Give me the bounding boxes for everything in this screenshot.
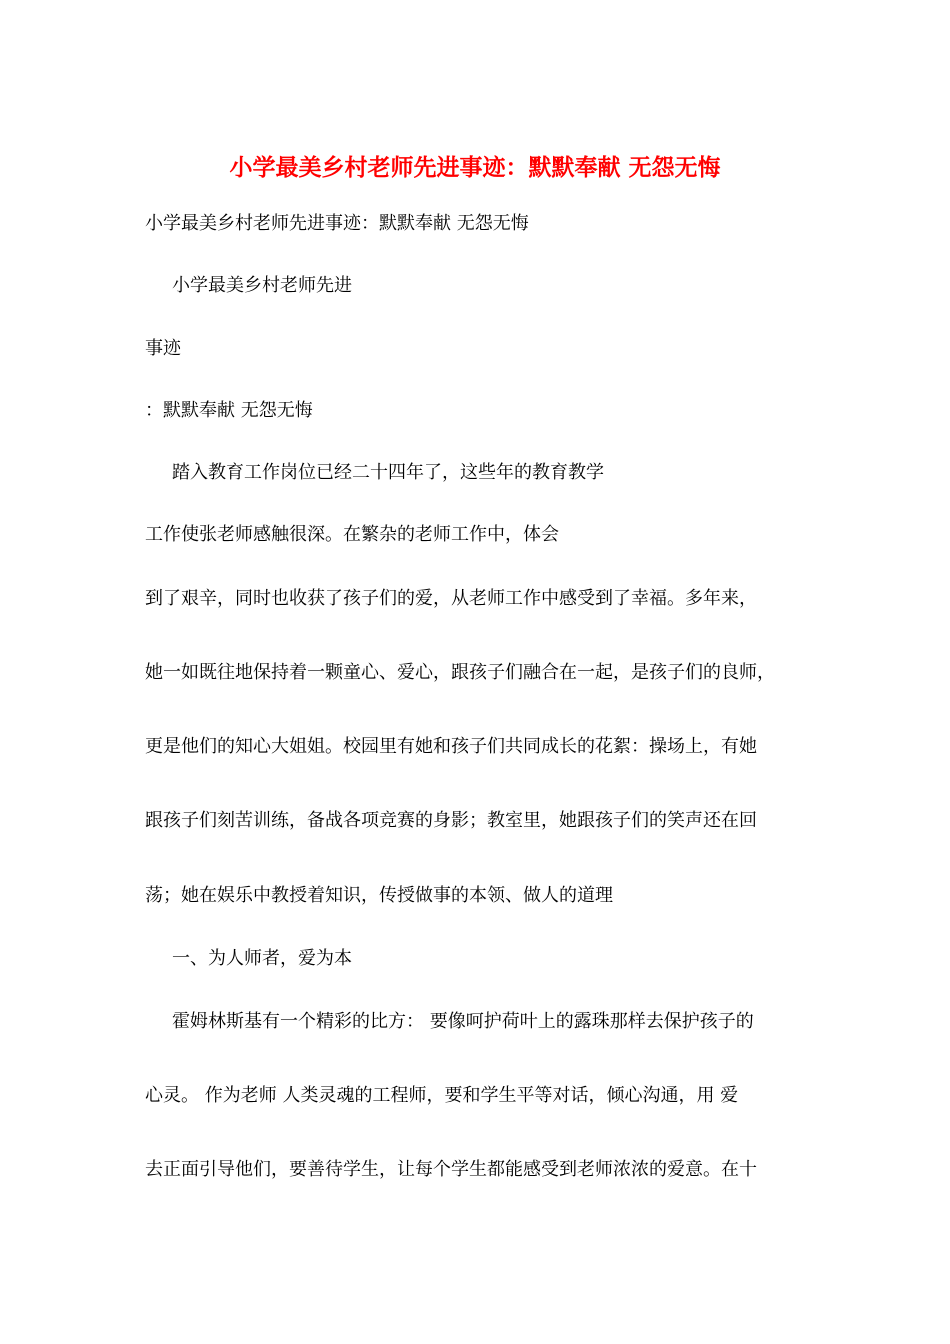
paragraph-line: 到了艰辛，同时也收获了孩子们的爱，从老师工作中感受到了幸福。多年来， [145, 588, 757, 609]
paragraph-line: 霍姆林斯基有一个精彩的比方： 要像呵护荷叶上的露珠那样去保护孩子的 [172, 1011, 754, 1032]
section-heading: 一、为人师者，爱为本 [172, 948, 352, 969]
paragraph-line: 踏入教育工作岗位已经二十四年了，这些年的教育教学 [172, 462, 604, 483]
paragraph-line: 荡；她在娱乐中教授着知识，传授做事的本领、做人的道理 [145, 885, 613, 906]
paragraph-line: 去正面引导他们，要善待学生，让每个学生都能感受到老师浓浓的爱意。在十 [145, 1159, 757, 1180]
paragraph-line: 她一如既往地保持着一颗童心、爱心，跟孩子们融合在一起，是孩子们的良师， [145, 662, 775, 683]
paragraph-line: 心灵。 作为老师 人类灵魂的工程师，要和学生平等对话，倾心沟通，用 爱 [145, 1085, 739, 1106]
paragraph-line: ：默默奉献 无怨无悔 [145, 400, 313, 421]
paragraph-line: 工作使张老师感触很深。在繁杂的老师工作中，体会 [145, 524, 559, 545]
document-title: 小学最美乡村老师先进事迹：默默奉献 无怨无悔 [229, 154, 721, 181]
paragraph-line: 跟孩子们刻苦训练，备战各项竞赛的身影；教室里，她跟孩子们的笑声还在回 [145, 810, 757, 831]
paragraph-line: 事迹 [145, 338, 181, 359]
paragraph-line: 更是他们的知心大姐姐。校园里有她和孩子们共同成长的花絮：操场上，有她 [145, 736, 757, 757]
paragraph-line: 小学最美乡村老师先进 [172, 275, 352, 296]
subtitle-line: 小学最美乡村老师先进事迹：默默奉献 无怨无悔 [145, 213, 529, 234]
